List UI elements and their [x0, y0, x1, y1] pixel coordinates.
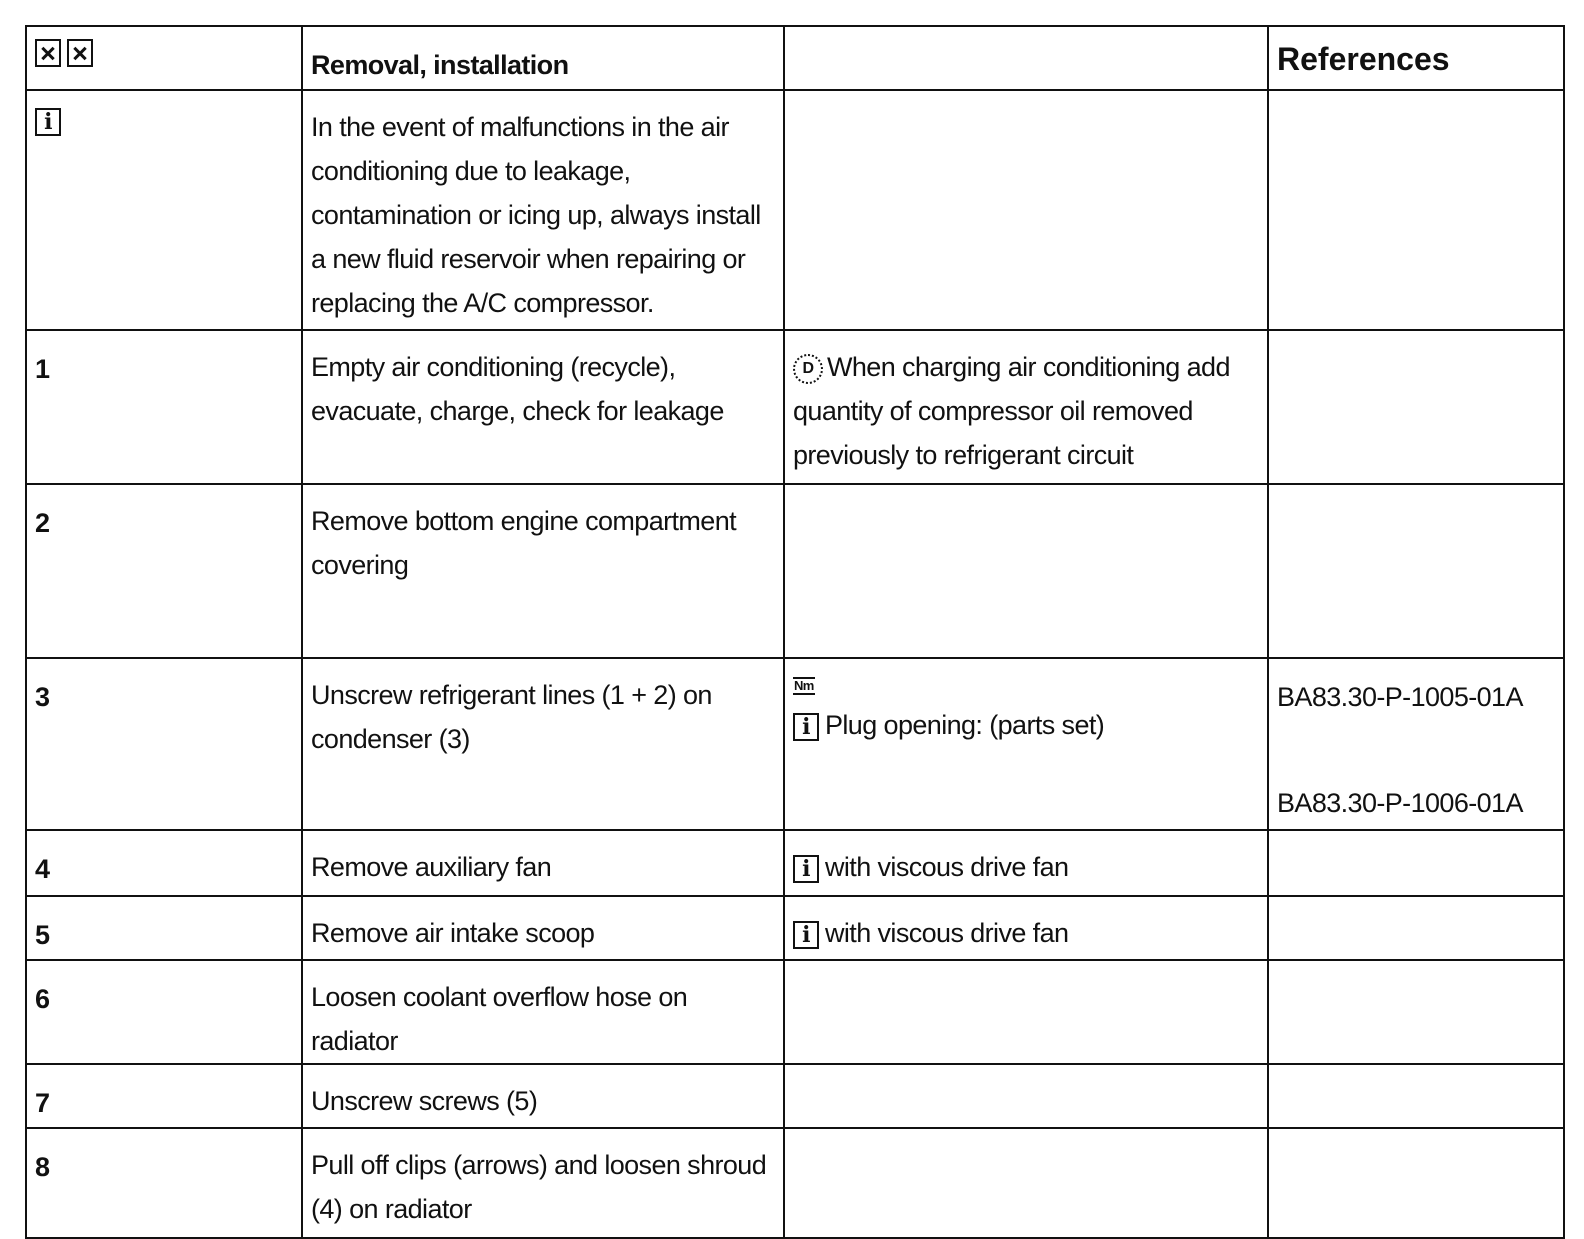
step-number: 6 [35, 984, 50, 1014]
table-row [26, 1064, 1564, 1128]
header-action-cell [302, 26, 784, 90]
header-title: Removal, installation [311, 50, 569, 80]
header-references-cell [1268, 26, 1564, 90]
table-row [26, 330, 1564, 484]
table-row [26, 960, 1564, 1064]
note-text-cell [302, 90, 784, 330]
step-number: 2 [35, 508, 50, 538]
step-action: Remove auxiliary fan [311, 852, 552, 882]
step-note: Plug opening: (parts set) [825, 710, 1105, 740]
step-action: Unscrew screws (5) [311, 1086, 538, 1116]
table-row [26, 830, 1564, 896]
step-number: 3 [35, 682, 50, 712]
step-note: When charging air conditioning add quantity of compressor oil removed previously to refrigerant circuit [793, 352, 1230, 470]
references-heading: References [1277, 41, 1450, 77]
remove-install-icon [35, 39, 61, 67]
procedure-table [25, 25, 1565, 1239]
step-number: 8 [35, 1152, 50, 1182]
torque-icon: Nm [794, 678, 814, 693]
table-row [26, 1128, 1564, 1238]
step-note: with viscous drive fan [825, 852, 1069, 882]
note-icon-cell [26, 90, 302, 330]
oil-icon: D [793, 354, 823, 384]
reference-link[interactable]: BA83.30-P-1005-01A [1277, 682, 1523, 712]
step-number: 1 [35, 354, 50, 384]
note-text: In the event of malfunctions in the air conditioning due to leakage, contamination or icing up, always install a new fluid reservoir when repairing or replacing the A/C compressor. [311, 112, 761, 318]
step-number: 4 [35, 854, 50, 884]
reference-link[interactable]: BA83.30-P-1006-01A [1277, 788, 1523, 818]
step-action: Unscrew refrigerant lines (1 + 2) on condenser (3) [311, 680, 712, 754]
step-number: 7 [35, 1088, 50, 1118]
header-row [26, 26, 1564, 90]
step-number: 5 [35, 920, 50, 950]
step-note: with viscous drive fan [825, 918, 1069, 948]
step-action: Remove bottom engine compartment covering [311, 506, 737, 580]
header-icons-cell [26, 26, 302, 90]
note-row [26, 90, 1564, 330]
info-icon: i [35, 108, 61, 136]
info-icon: i [793, 855, 819, 883]
tool-icon [67, 39, 93, 67]
table-row [26, 896, 1564, 960]
header-notes-cell [784, 26, 1268, 90]
table-row [26, 484, 1564, 658]
step-action: Loosen coolant overflow hose on radiator [311, 982, 688, 1056]
info-icon: i [793, 921, 819, 949]
step-action: Pull off clips (arrows) and loosen shroud (4) on radiator [311, 1150, 767, 1224]
step-action: Empty air conditioning (recycle), evacuate, charge, check for leakage [311, 352, 724, 426]
table-row [26, 658, 1564, 830]
info-icon: i [793, 713, 819, 741]
step-action: Remove air intake scoop [311, 918, 595, 948]
